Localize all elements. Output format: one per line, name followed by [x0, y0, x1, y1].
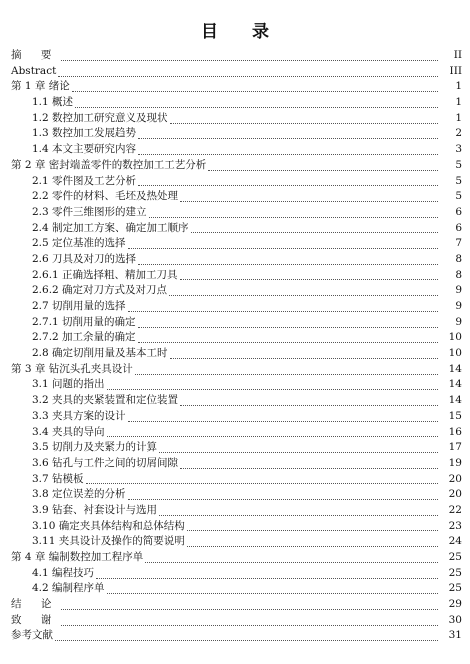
toc-entry-label: 3.2 夹具的夹紧装置和定位装置 — [32, 394, 179, 407]
dot-leader — [135, 373, 438, 375]
dot-leader — [86, 482, 438, 484]
toc-chapter-3[interactable] — [0, 362, 470, 378]
toc-entry-page-number: III — [449, 64, 462, 77]
toc-2-1[interactable] — [0, 174, 470, 190]
toc-entry-label: 参考文献 — [11, 629, 53, 642]
toc-entry-page-number: 9 — [455, 315, 462, 328]
toc-3-1[interactable] — [0, 377, 470, 393]
toc-entry-page-number: 2 — [455, 127, 462, 140]
dot-leader — [149, 216, 438, 218]
toc-entry-page-number: 1 — [455, 96, 462, 109]
toc-entry-page-number: 23 — [448, 519, 462, 532]
dot-leader — [170, 122, 438, 124]
toc-entry-page-number: II — [453, 49, 462, 61]
toc-entry-label: 2.8 确定切削用量及基本工时 — [32, 347, 168, 360]
toc-entry-page-number: 5 — [455, 158, 462, 171]
toc-1-3[interactable] — [0, 126, 470, 142]
toc-2-7-2[interactable] — [0, 330, 470, 346]
dot-leader — [61, 59, 438, 61]
dot-leader — [55, 639, 438, 641]
dot-leader — [61, 608, 438, 610]
page-title: 目 录 — [201, 22, 283, 42]
dot-leader — [128, 247, 438, 249]
toc-3-7[interactable] — [0, 472, 470, 488]
dot-leader — [107, 388, 438, 390]
toc-entry-label: 2.1 零件图及工艺分析 — [32, 174, 137, 187]
toc-entry-page-number: 19 — [448, 456, 462, 469]
toc-entry-label: 2.4 制定加工方案、确定加工顺序 — [32, 221, 189, 234]
dot-leader — [128, 498, 438, 500]
toc-entry-label: 致 谢 — [11, 613, 60, 626]
toc-entry-label: 1.1 概述 — [32, 96, 74, 109]
toc-entry-label: 3.6 钻孔与工件之间的切屑间隙 — [32, 456, 179, 469]
toc-entry-page-number: 6 — [455, 205, 462, 218]
toc-entry-label: 3.9 钻套、衬套设计与选用 — [32, 503, 158, 516]
toc-entry-label: 3.3 夹具方案的设计 — [32, 409, 126, 422]
toc-3-9[interactable] — [0, 503, 470, 519]
dot-leader — [180, 404, 438, 406]
toc-entry-label: 2.6 刀具及对刀的选择 — [32, 252, 137, 265]
toc-entry-page-number: 6 — [455, 221, 462, 234]
toc-3-4[interactable] — [0, 425, 470, 441]
toc-2-4[interactable] — [0, 221, 470, 237]
dot-leader — [138, 341, 438, 343]
toc-1-1[interactable] — [0, 95, 470, 111]
toc-2-3[interactable] — [0, 205, 470, 221]
toc-2-7-1[interactable] — [0, 315, 470, 331]
toc-4-2[interactable] — [0, 581, 470, 597]
toc-entry-page-number: 15 — [448, 409, 462, 422]
toc-entry-page-number: 14 — [448, 362, 462, 375]
dot-leader — [170, 357, 438, 359]
toc-entry-label: 2.7.1 切削用量的确定 — [32, 315, 136, 328]
toc-3-6[interactable] — [0, 456, 470, 472]
dot-leader — [107, 592, 438, 594]
toc-entry-page-number: 7 — [455, 237, 462, 250]
toc-entry-label: 2.7.2 加工余量的确定 — [32, 331, 136, 344]
toc-conclusion[interactable] — [0, 597, 470, 613]
dot-leader — [58, 75, 438, 77]
toc-entry-page-number: 1 — [455, 111, 462, 124]
toc-2-6-2[interactable] — [0, 283, 470, 299]
dot-leader — [138, 263, 438, 265]
dot-leader — [180, 278, 438, 280]
toc-2-8[interactable] — [0, 346, 470, 362]
toc-entry-label: 2.6.2 确定对刀方式及对刀点 — [32, 284, 168, 297]
toc-entry-label: 第 4 章 编制数控加工程序单 — [11, 551, 144, 563]
dot-leader — [138, 153, 438, 155]
toc-entry-page-number: 3 — [455, 143, 462, 156]
toc-2-6-1[interactable] — [0, 268, 470, 284]
toc-chapter-1[interactable] — [0, 79, 470, 95]
toc-3-2[interactable] — [0, 393, 470, 409]
toc-entry-page-number: 20 — [448, 488, 462, 501]
dot-leader — [180, 200, 438, 202]
toc-3-8[interactable] — [0, 487, 470, 503]
toc-entry-label: 2.3 零件三维图形的建立 — [32, 205, 147, 218]
toc-entry-label: 1.2 数控加工研究意义及现状 — [32, 111, 168, 124]
toc-entry-page-number: 8 — [455, 268, 462, 281]
toc-2-6[interactable] — [0, 252, 470, 268]
toc-entry-label: 2.2 零件的材料、毛坯及热处理 — [32, 190, 179, 203]
toc-entry-label: 3.7 钻模板 — [32, 472, 84, 485]
toc-entry-label: 1.4 本文主要研究内容 — [32, 143, 137, 156]
toc-abstract-cn[interactable] — [0, 48, 470, 64]
toc-entry-page-number: 9 — [455, 284, 462, 297]
toc-entry-label: 3.1 问题的指出 — [32, 378, 105, 391]
toc-entry-page-number: 9 — [455, 300, 462, 312]
dot-leader — [138, 137, 438, 139]
dot-leader — [159, 514, 438, 516]
toc-2-5[interactable] — [0, 236, 470, 252]
toc-entry-label: 3.8 定位误差的分析 — [32, 488, 126, 501]
toc-abstract-en[interactable] — [0, 64, 470, 80]
toc-entry-page-number: 30 — [448, 613, 462, 626]
toc-entry-page-number: 5 — [455, 190, 462, 203]
toc-entry-label: 2.7 切削用量的选择 — [32, 300, 126, 312]
toc-3-11[interactable] — [0, 534, 470, 550]
toc-3-3[interactable] — [0, 409, 470, 425]
dot-leader — [107, 435, 438, 437]
toc-entry-page-number: 1 — [455, 80, 462, 93]
toc-entry-page-number: 25 — [448, 566, 462, 579]
toc-entry-page-number: 8 — [455, 252, 462, 265]
toc-3-10[interactable] — [0, 519, 470, 535]
toc-entry-label: 3.4 夹具的导向 — [32, 425, 105, 438]
table-of-contents — [0, 48, 470, 644]
dot-leader — [208, 169, 438, 171]
toc-entry-label: 3.11 夹具设计及操作的简要说明 — [32, 535, 185, 548]
dot-leader — [191, 231, 438, 233]
toc-entry-page-number: 31 — [448, 629, 462, 642]
dot-leader — [187, 529, 438, 531]
toc-references[interactable] — [0, 628, 470, 644]
dot-leader — [61, 624, 438, 626]
toc-entry-page-number: 14 — [448, 394, 462, 407]
dot-leader — [159, 451, 438, 453]
toc-entry-page-number: 5 — [455, 174, 462, 187]
dot-leader — [180, 467, 438, 469]
toc-2-2[interactable] — [0, 189, 470, 205]
toc-entry-label: 2.6.1 正确选择粗、精加工刀具 — [32, 268, 178, 281]
toc-entry-label: 结 论 — [11, 598, 60, 611]
toc-entry-page-number: 10 — [448, 347, 462, 360]
toc-entry-label: 4.1 编程技巧 — [32, 566, 95, 579]
toc-acknowledgement[interactable] — [0, 613, 470, 629]
toc-entry-label: 3.5 切削力及夹紧力的计算 — [32, 441, 158, 454]
toc-3-5[interactable] — [0, 440, 470, 456]
toc-1-2[interactable] — [0, 111, 470, 127]
toc-entry-page-number: 20 — [448, 472, 462, 485]
toc-entry-page-number: 10 — [448, 331, 462, 344]
toc-entry-label: 3.10 确定夹具体结构和总体结构 — [32, 519, 185, 532]
toc-entry-page-number: 25 — [448, 551, 462, 563]
toc-entry-label: 第 2 章 密封端盖零件的数控加工工艺分析 — [11, 158, 207, 171]
toc-1-4[interactable] — [0, 142, 470, 158]
dot-leader — [128, 310, 438, 312]
toc-entry-page-number: 29 — [448, 598, 462, 611]
dot-leader — [128, 420, 438, 422]
toc-entry-label: 4.2 编制程序单 — [32, 582, 105, 595]
dot-leader — [72, 90, 438, 92]
dot-leader — [138, 326, 438, 328]
dot-leader — [138, 184, 438, 186]
dot-leader — [75, 106, 438, 108]
toc-entry-page-number: 17 — [448, 441, 462, 454]
toc-entry-page-number: 25 — [448, 582, 462, 595]
toc-entry-label: 第 3 章 钻沉头孔夹具设计 — [11, 362, 133, 375]
toc-entry-page-number: 16 — [448, 425, 462, 438]
toc-entry-label: 第 1 章 绪论 — [11, 80, 70, 93]
toc-2-7[interactable] — [0, 299, 470, 315]
toc-entry-page-number: 14 — [448, 378, 462, 391]
dot-leader — [187, 545, 438, 547]
toc-chapter-2[interactable] — [0, 158, 470, 174]
toc-entry-label: Abstract — [11, 64, 57, 77]
dot-leader — [145, 561, 438, 563]
toc-entry-label: 摘 要 — [11, 49, 60, 61]
dot-leader — [96, 577, 438, 579]
toc-entry-label: 2.5 定位基准的选择 — [32, 237, 126, 250]
toc-chapter-4[interactable] — [0, 550, 470, 566]
toc-entry-page-number: 24 — [448, 535, 462, 548]
toc-entry-label: 1.3 数控加工发展趋势 — [32, 127, 137, 140]
toc-entry-page-number: 22 — [448, 503, 462, 516]
dot-leader — [169, 294, 438, 296]
toc-4-1[interactable] — [0, 566, 470, 582]
